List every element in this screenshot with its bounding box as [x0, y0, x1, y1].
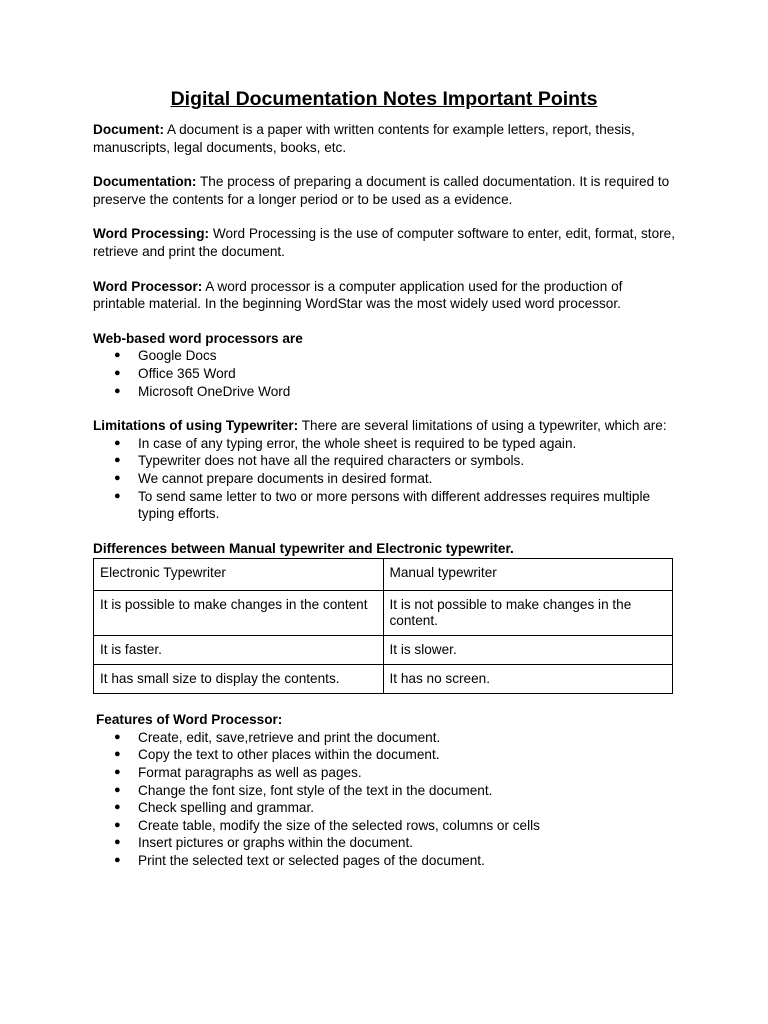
- list-item: ● Copy the text to other places within the document.: [114, 747, 440, 763]
- document-page: [93, 87, 675, 887]
- list-item: ● Insert pictures or graphs within the document.: [114, 835, 414, 851]
- bullet-icon: ●: [114, 489, 121, 502]
- limitations-text: There are several limitations of using a typewriter, which are:: [298, 418, 667, 434]
- table-cell: Manual typewriter: [383, 559, 673, 591]
- definition-text: The process of preparing a document is called documentation. It is required to preserve the contents for a longer period or to be used as a evidence.: [93, 174, 670, 207]
- bullet-icon: ●: [114, 854, 121, 867]
- table-cell: It is not possible to make changes in the content.: [383, 591, 673, 636]
- bullet-icon: ●: [114, 436, 121, 449]
- list-item: ● Format paragraphs as well as pages.: [114, 765, 362, 781]
- limitations-intro: [93, 417, 675, 435]
- bullet-icon: ●: [114, 454, 121, 467]
- definition-text: A document is a paper with written contents for example letters, report, thesis, manuscripts, legal documents, books, etc.: [93, 122, 635, 155]
- bullet-icon: ●: [114, 818, 121, 831]
- bullet-icon: ●: [114, 349, 121, 362]
- table-cell: Electronic Typewriter: [94, 559, 384, 591]
- bullet-icon: ●: [114, 783, 121, 796]
- bullet-icon: ●: [114, 748, 121, 761]
- limitations-term: Limitations of using Typewriter:: [93, 418, 299, 434]
- list-item: ● Office 365 Word: [114, 365, 236, 381]
- bullet-icon: ●: [114, 801, 121, 814]
- list-item: ● Create table, modify the size of the selected rows, columns or cells: [114, 817, 540, 833]
- list-item: ● In case of any typing error, the whole sheet is required to be typed again.: [114, 435, 577, 451]
- bullet-icon: ●: [114, 471, 121, 484]
- table-cell: It has small size to display the contents.: [94, 665, 384, 694]
- definition-term: Word Processor:: [93, 278, 203, 294]
- list-item: ● Change the font size, font style of the text in the document.: [114, 782, 493, 798]
- page-title: Digital Documentation Notes Important Points: [170, 88, 598, 110]
- list-item: ● Print the selected text or selected pages of the document.: [114, 853, 485, 869]
- list-item: ● We cannot prepare documents in desired format.: [114, 470, 433, 486]
- definition-term: Word Processing:: [93, 226, 210, 242]
- definition-documentation: [93, 173, 675, 208]
- list-item: ● Create, edit, save,retrieve and print the document.: [114, 729, 441, 745]
- web-based-list: [93, 347, 675, 400]
- list-item: ● Check spelling and grammar.: [114, 800, 315, 816]
- list-item: ● To send same letter to two or more persons with different addresses requires multiple typing efforts.: [114, 488, 651, 522]
- limitations-list: [93, 435, 675, 523]
- list-item: ● Microsoft OneDrive Word: [114, 383, 291, 399]
- table-cell: It is slower.: [383, 636, 673, 665]
- list-item: ● Google Docs: [114, 348, 217, 364]
- definition-term: Documentation:: [93, 174, 197, 190]
- table-cell: It is possible to make changes in the content: [94, 591, 384, 636]
- list-item: ● Typewriter does not have all the required characters or symbols.: [114, 453, 525, 469]
- table-row: [94, 665, 673, 694]
- web-based-heading: Web-based word processors are: [93, 330, 303, 346]
- table-cell: It has no screen.: [383, 665, 673, 694]
- bullet-icon: ●: [114, 766, 121, 779]
- definition-text: A word processor is a computer application used for the production of printable material. In the beginning WordStar was the most widely used word processor.: [93, 278, 623, 312]
- definition-term: Document:: [93, 122, 164, 137]
- bullet-icon: ●: [114, 836, 121, 849]
- table-row: [94, 591, 673, 636]
- table-row: [94, 636, 673, 665]
- definition-word-processor: [93, 278, 675, 313]
- definition-text: Word Processing is the use of computer software to enter, edit, format, store, retrieve and print the document.: [93, 226, 676, 259]
- differences-table: [93, 558, 673, 694]
- definition-word-processing: [93, 225, 675, 260]
- definition-document: [93, 121, 675, 156]
- features-heading: Features of Word Processor:: [96, 712, 283, 728]
- table-row: [94, 559, 673, 591]
- bullet-icon: ●: [114, 384, 121, 397]
- features-list: [93, 729, 675, 870]
- bullet-icon: ●: [114, 366, 121, 379]
- bullet-icon: ●: [114, 730, 121, 743]
- differences-heading: Differences between Manual typewriter and Electronic typewriter.: [93, 540, 514, 556]
- table-cell: It is faster.: [94, 636, 384, 665]
